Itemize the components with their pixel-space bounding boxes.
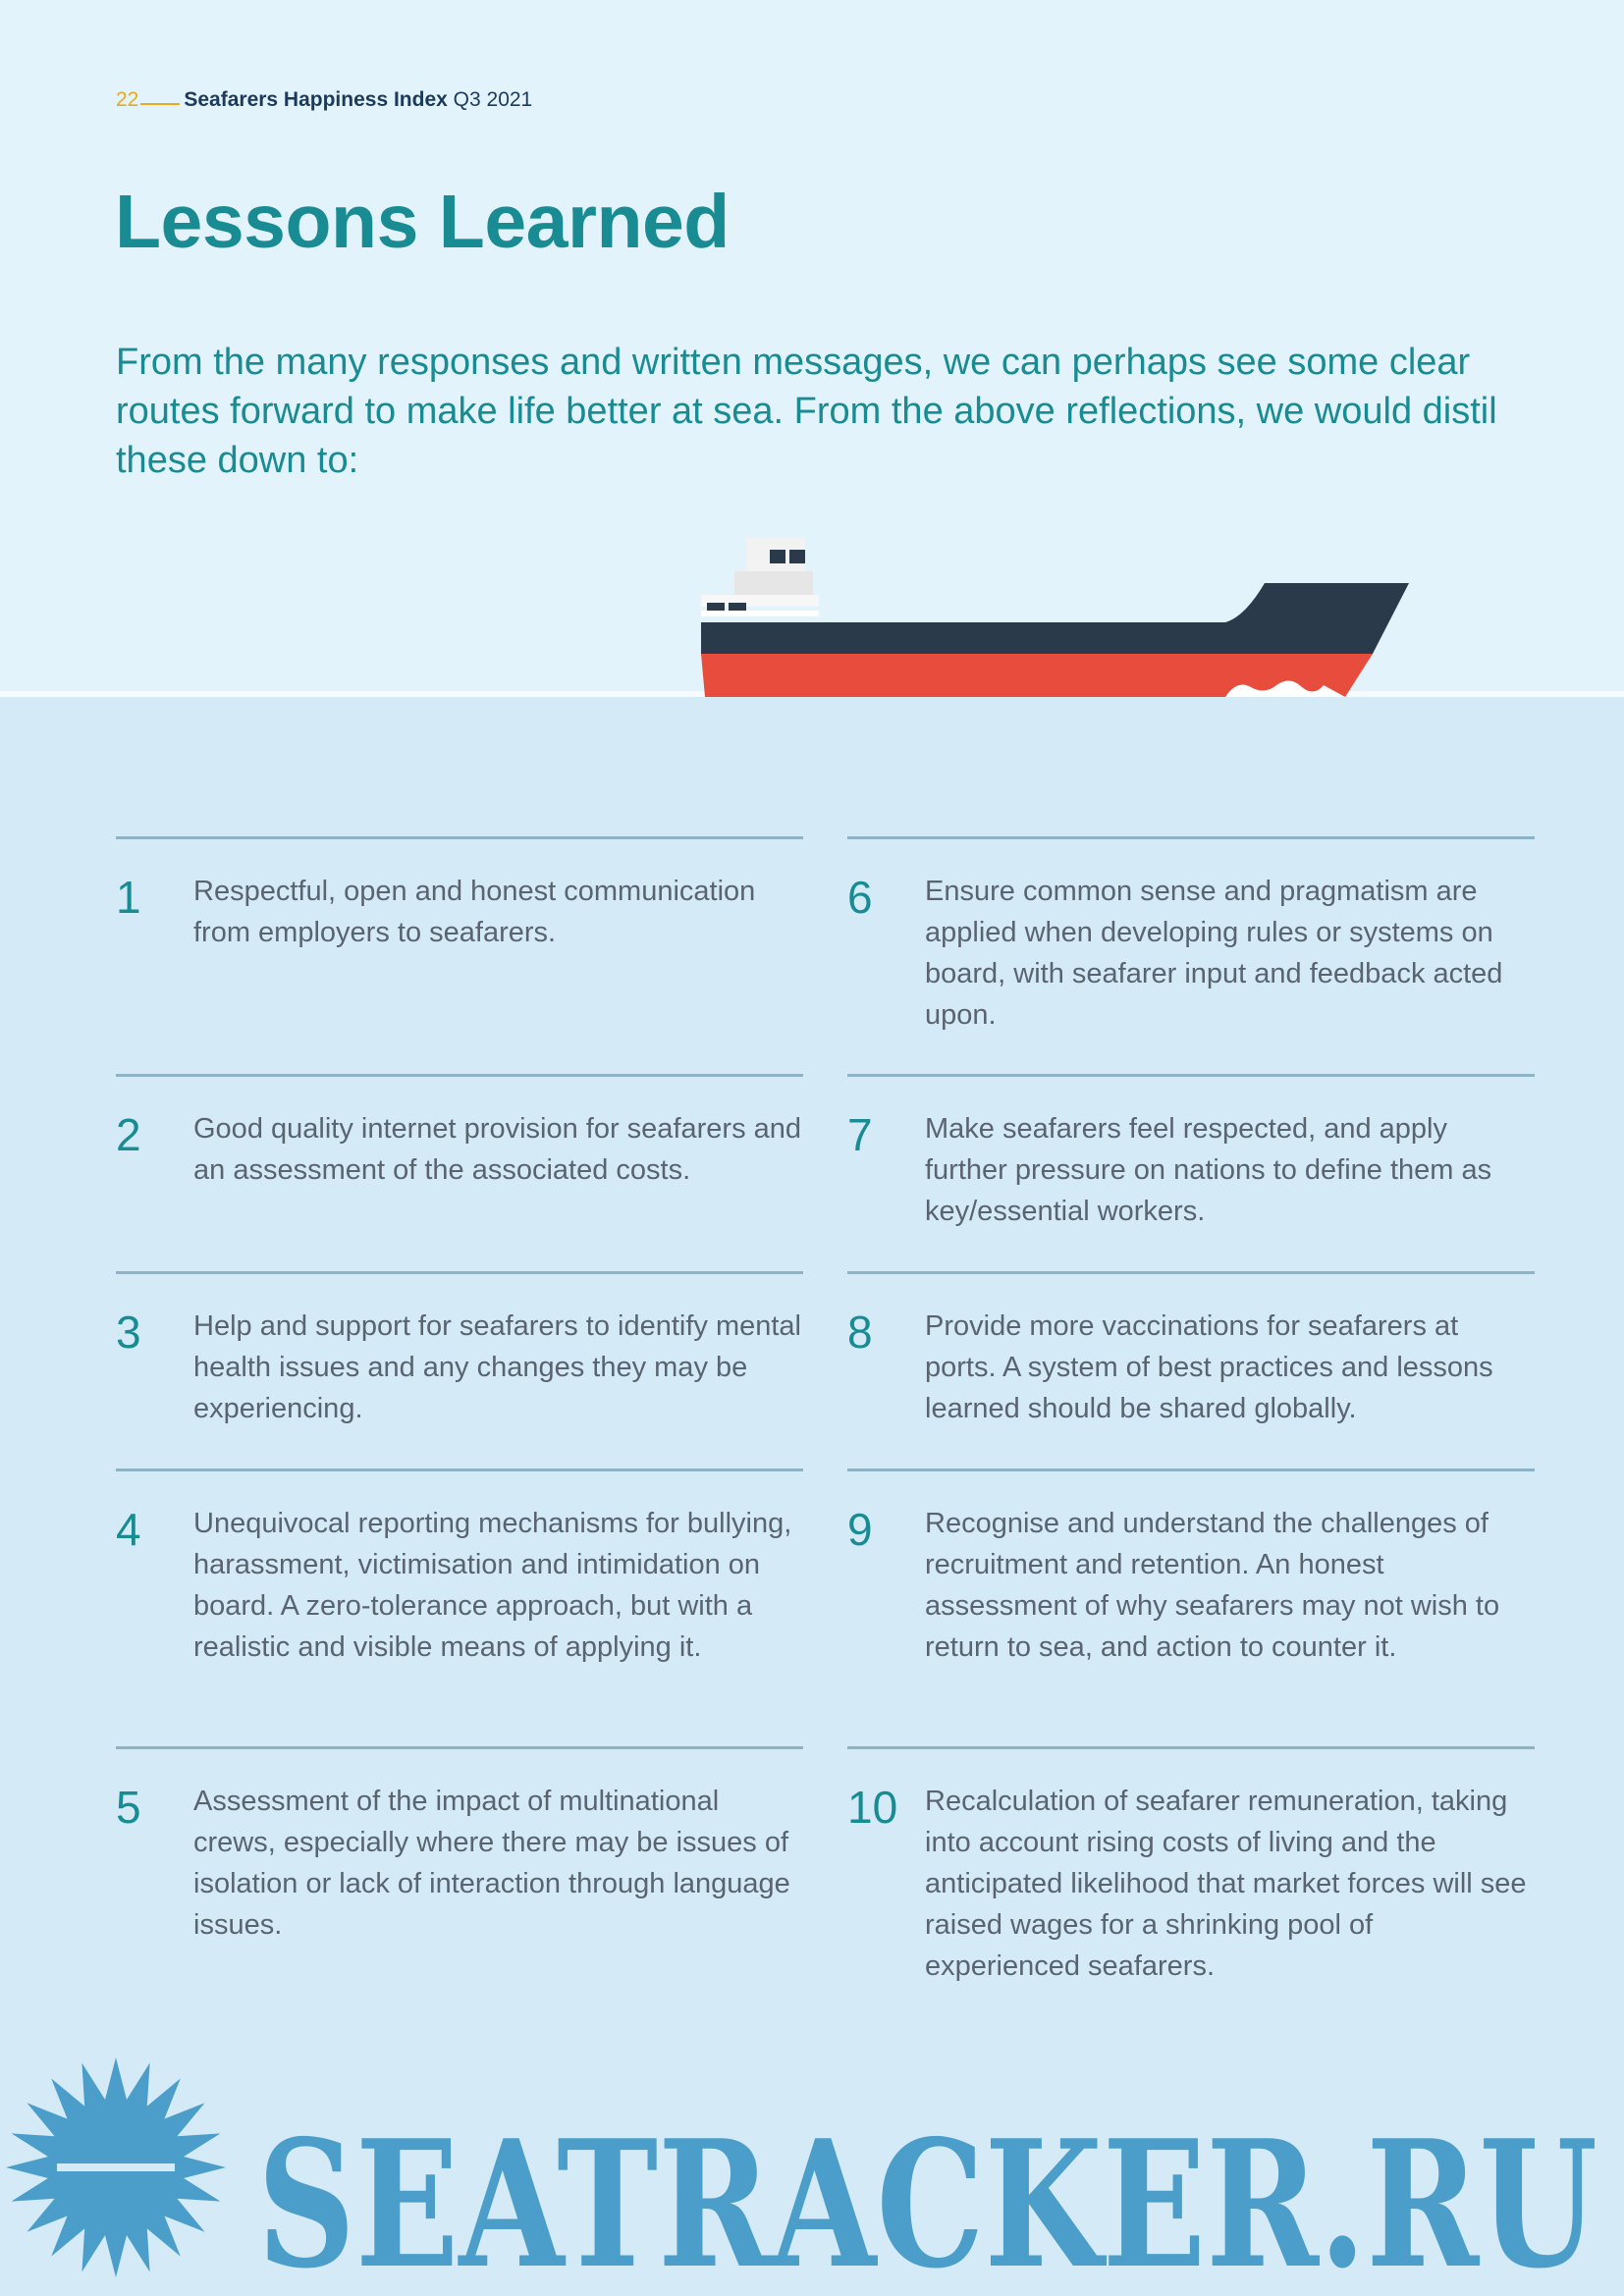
lesson-number: 7 <box>847 1109 873 1160</box>
lesson-item <box>847 1746 1535 1982</box>
intro-paragraph: From the many responses and written messages, we can perhaps see some clear routes forward to make life better at sea. From the above reflections, we would distil these down to: <box>116 342 1497 481</box>
header-rule <box>140 103 180 105</box>
lesson-item <box>847 836 1535 1031</box>
lesson-number: 9 <box>847 1504 873 1555</box>
lesson-number: 3 <box>116 1307 141 1358</box>
lesson-number: 2 <box>116 1109 141 1160</box>
watermark <box>0 2052 1624 2296</box>
lesson-text: Assessment of the impact of multinational crews, especially where there may be issues of isolation or lack of interaction through language issues. <box>193 1786 790 1941</box>
lesson-text: Make seafarers feel respected, and apply further pressure on nations to define them as key/essential workers. <box>925 1113 1492 1227</box>
lesson-item <box>116 1074 803 1186</box>
lesson-item <box>116 1271 803 1424</box>
watermark-text: SEATRACKER.RU <box>257 2102 1597 2296</box>
lesson-number: 4 <box>116 1504 141 1555</box>
lesson-number: 5 <box>116 1782 141 1833</box>
lesson-item <box>847 1468 1535 1663</box>
lesson-text: Respectful, open and honest communication from employers to seafarers. <box>193 876 756 948</box>
lesson-text: Ensure common sense and pragmatism are applied when developing rules or systems on board, with seafarer input and feedback acted upon. <box>925 876 1503 1031</box>
header-period: Q3 2021 <box>453 88 533 111</box>
lesson-text: Unequivocal reporting mechanisms for bullying, harassment, victimisation and intimidation on board. A zero-tolerance approach, but with a realistic and visible means of applying it. <box>193 1508 792 1663</box>
header-brand: Seafarers Happiness Index <box>184 88 448 111</box>
running-header <box>116 88 532 112</box>
lesson-number: 8 <box>847 1307 873 1358</box>
page-title: Lessons Learned <box>115 180 730 264</box>
lesson-number: 6 <box>847 872 873 923</box>
lesson-item <box>847 1271 1535 1424</box>
lesson-item <box>116 836 803 948</box>
sun-icon <box>6 2057 226 2277</box>
lesson-text: Good quality internet provision for seafarers and an assessment of the associated costs. <box>193 1113 802 1186</box>
lesson-text: Recognise and understand the challenges of recruitment and retention. An honest assessment of why seafarers may not wish to return to sea, and action to counter it. <box>925 1508 1500 1663</box>
page-number: 22 <box>116 88 139 111</box>
lesson-item <box>116 1468 803 1663</box>
lesson-number: 1 <box>116 872 141 923</box>
lesson-text: Recalculation of seafarer remuneration, taking into account rising costs of living and the anticipated likelihood that market forces will see raised wages for a shrinking pool of experienced seafarers. <box>925 1786 1527 1982</box>
ship-illustration <box>695 528 1412 705</box>
lesson-text: Help and support for seafarers to identify mental health issues and any changes they may be experiencing. <box>193 1310 801 1424</box>
lesson-item <box>116 1746 803 1941</box>
lesson-text: Provide more vaccinations for seafarers at ports. A system of best practices and lessons learned should be shared globally. <box>925 1310 1493 1424</box>
lesson-number: 10 <box>847 1782 898 1833</box>
lesson-item <box>847 1074 1535 1227</box>
